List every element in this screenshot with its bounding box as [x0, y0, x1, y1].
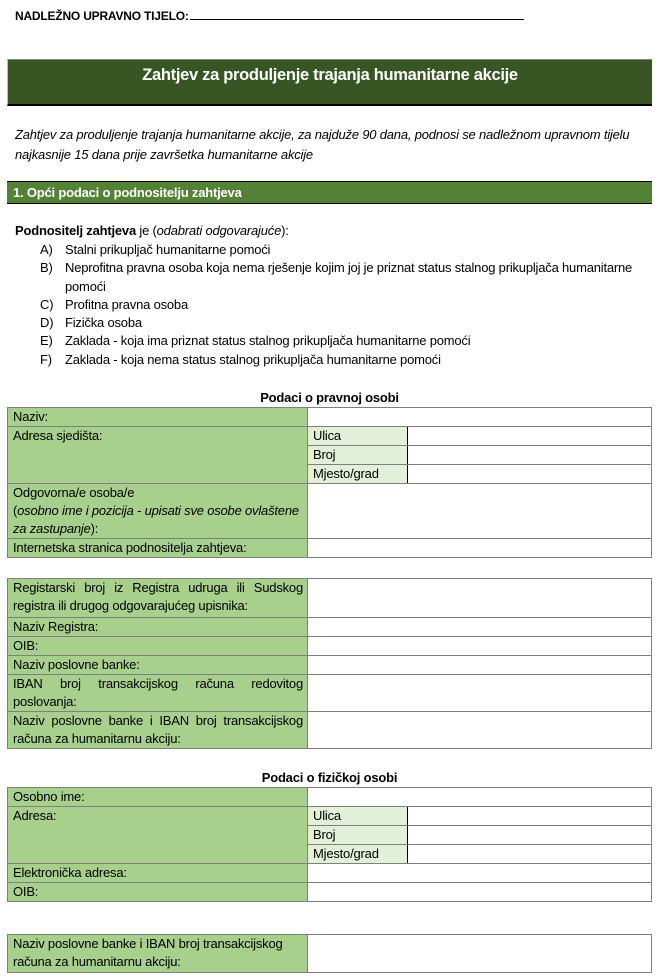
form-title: Zahtjev za produljenje trajanja humanitarne akcije — [7, 59, 652, 106]
odgovorna-osoba-label — [8, 484, 308, 539]
odgovorna-title: Odgovorna/e osoba/e — [13, 485, 135, 500]
legal-person-table — [7, 407, 652, 558]
applicant-text: je ( — [135, 223, 157, 238]
web-input[interactable] — [308, 539, 652, 558]
ulica-input[interactable] — [408, 807, 652, 826]
adresa-label: Adresa: — [8, 807, 308, 864]
authority-input-line[interactable] — [190, 9, 524, 20]
broj-input[interactable] — [408, 826, 652, 845]
ulica-label: Ulica — [308, 427, 408, 446]
oib-label: OIB: — [8, 883, 308, 902]
natural-person-table — [7, 787, 652, 902]
iban-redovni-input[interactable] — [308, 675, 652, 712]
option-text: Neprofitna pravna osoba koja nema rješenje kojim joj je priznat status stalnog prikupljača humanitarne pomoći — [65, 260, 633, 294]
option-letter: B) — [40, 260, 53, 276]
paren-open: ( — [13, 503, 18, 518]
legal-person-title: Podaci o pravnoj osobi — [260, 390, 399, 405]
odgovorna-osoba-input[interactable] — [308, 484, 652, 539]
option-text: Zaklada - koja ima priznat status stalnog prikupljača humanitarne pomoći — [65, 333, 471, 349]
option-letter: D) — [40, 315, 54, 331]
intro-text: Zahtjev za produljenje trajanja humanitarne akcije, za najduže 90 dana, podnosi se nadležnom upravnom tijelu najkasnije 15 dana prije završetka humanitarne akcije — [15, 127, 630, 162]
odgovorna-hint: osobno ime i pozicija - upisati sve osobe ovlaštene za zastupanje — [13, 503, 299, 536]
ime-label: Osobno ime: — [8, 788, 308, 807]
mjesto-input[interactable] — [408, 465, 652, 484]
natural-person-title: Podaci o fizičkoj osobi — [261, 770, 398, 785]
option-d[interactable] — [40, 314, 640, 332]
ime-input[interactable] — [308, 788, 652, 807]
section-1-heading: 1. Opći podaci o podnositelju zahtjeva — [7, 181, 652, 204]
option-letter: F) — [40, 351, 52, 367]
email-input[interactable] — [308, 864, 652, 883]
oib-input[interactable] — [308, 637, 652, 656]
broj-label: Broj — [308, 446, 408, 465]
applicant-text-end: ): — [281, 223, 289, 238]
natural-bank-table — [7, 934, 652, 973]
option-letter: C) — [40, 296, 54, 312]
email-label: Elektronička adresa: — [8, 864, 308, 883]
natural-iban-label: Naziv poslovne banke i IBAN broj transakcijskog računa za humanitarnu akciju: — [8, 935, 308, 973]
authority-field — [15, 9, 524, 23]
option-c[interactable] — [40, 296, 640, 314]
iban-akcija-input[interactable] — [308, 712, 652, 749]
applicant-hint: odabrati odgovarajuće — [156, 223, 282, 238]
registry-table — [7, 578, 652, 749]
reg-broj-label: Registarski broj iz Registra udruga ili Sudskog registra ili drugog odgovarajućeg upisnika: — [8, 579, 308, 618]
naziv-registra-input[interactable] — [308, 618, 652, 637]
banka-label: Naziv poslovne banke: — [8, 656, 308, 675]
oib-label: OIB: — [8, 637, 308, 656]
mjesto-label: Mjesto/grad — [308, 465, 408, 484]
naziv-registra-label: Naziv Registra: — [8, 618, 308, 637]
broj-label: Broj — [308, 826, 408, 845]
applicant-type-prompt — [15, 222, 289, 240]
option-f[interactable] — [40, 351, 640, 369]
naziv-label: Naziv: — [8, 408, 308, 427]
oib-input[interactable] — [308, 883, 652, 902]
mjesto-input[interactable] — [408, 845, 652, 864]
iban-akcija-label: Naziv poslovne banke i IBAN broj transakcijskog računa za humanitarnu akciju: — [8, 712, 308, 749]
authority-label: NADLEŽNO UPRAVNO TIJELO: — [15, 9, 189, 23]
option-a[interactable] — [40, 241, 640, 259]
broj-input[interactable] — [408, 446, 652, 465]
option-text: Fizička osoba — [65, 315, 142, 331]
ulica-input[interactable] — [408, 427, 652, 446]
reg-broj-input[interactable] — [308, 579, 652, 618]
natural-iban-input[interactable] — [308, 935, 652, 973]
option-letter: A) — [40, 242, 53, 257]
mjesto-label: Mjesto/grad — [308, 845, 408, 864]
ulica-label: Ulica — [308, 807, 408, 826]
option-b[interactable] — [40, 259, 640, 296]
applicant-label: Podnositelj zahtjeva — [15, 223, 136, 238]
paren-close: ): — [90, 521, 99, 536]
option-letter: E) — [40, 333, 53, 349]
option-text: Zaklada - koja nema status stalnog prikupljača humanitarne pomoći — [65, 351, 441, 367]
option-text: Profitna pravna osoba — [65, 296, 188, 312]
applicant-options — [40, 241, 640, 369]
adresa-sjedista-label: Adresa sjedišta: — [8, 427, 308, 484]
option-text: Stalni prikupljač humanitarne pomoći — [65, 242, 271, 257]
iban-redovni-label: IBAN broj transakcijskog računa redovitog poslovanja: — [8, 675, 308, 712]
web-label: Internetska stranica podnositelja zahtjeva: — [8, 539, 308, 558]
option-e[interactable] — [40, 332, 640, 350]
naziv-input[interactable] — [308, 408, 652, 427]
banka-input[interactable] — [308, 656, 652, 675]
